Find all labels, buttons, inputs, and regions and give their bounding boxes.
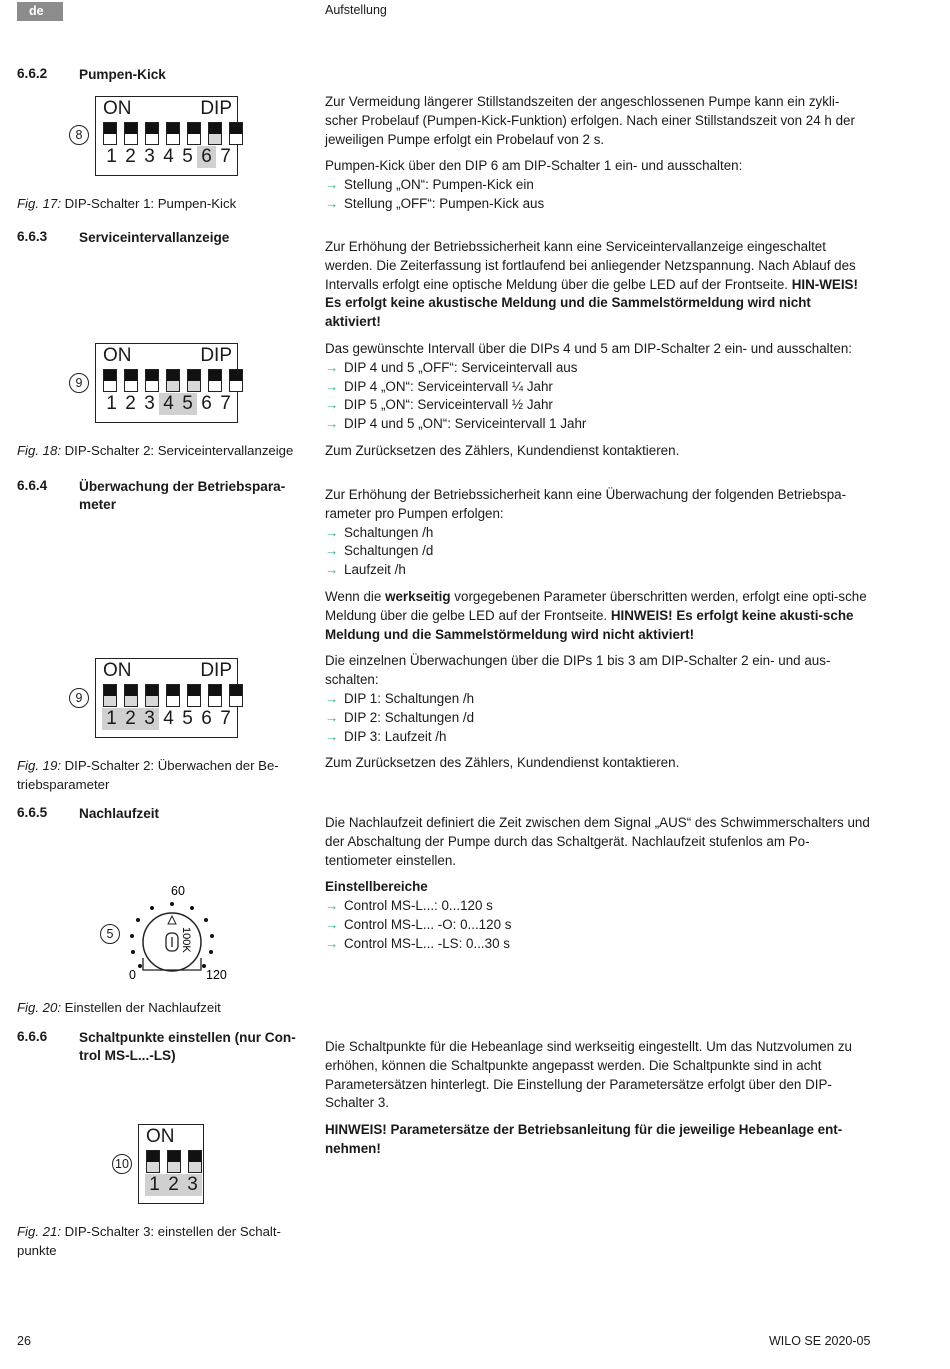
dip-switch-knob bbox=[167, 123, 179, 134]
arrow-icon: → bbox=[325, 397, 339, 413]
section-body bbox=[325, 93, 870, 222]
paragraph-text: Zur Erhöhung der Betriebssicherheit kann eine Serviceintervallanzeige eingeschaltet werden. Die Zeiterfassung ist fortlaufend bei anliegender Netzspannung. Nach Ablauf des Intervalls erfolgt eine optische Meldung über die gelbe LED auf der Frontseite. bbox=[325, 239, 856, 292]
dip-number: 3 bbox=[183, 1174, 202, 1196]
dip-switch-toggle bbox=[145, 122, 159, 145]
list-item-text: Stellung „OFF“: Pumpen-Kick aus bbox=[344, 195, 545, 211]
dial-label-max: 120 bbox=[206, 968, 227, 982]
paragraph: Die Schaltpunkte für die Hebeanlage sind werkseitig eingestellt. Um das Nutzvolumen zu erhöhen, können die Schaltpunkte angepasst werden. Die Schaltpunkte sind in acht Parametersätzen hinterlegt. Die Einstellung der Parametersätze erfolgt über den DIP-Schalter 3. bbox=[325, 1039, 852, 1111]
paragraph bbox=[325, 588, 870, 644]
caption-text: Einstellen der Nachlaufzeit bbox=[64, 1000, 221, 1015]
figure-caption bbox=[17, 441, 293, 460]
dip-switch-knob bbox=[188, 123, 200, 134]
arrow-icon: → bbox=[325, 543, 339, 559]
dip-number-row bbox=[102, 146, 235, 168]
list-item bbox=[325, 561, 870, 580]
arrow-icon: → bbox=[325, 916, 339, 932]
list-item bbox=[325, 897, 870, 916]
arrow-icon: → bbox=[325, 728, 339, 744]
dip-switch-toggle bbox=[124, 369, 138, 392]
section-title: Schaltpunkte einstellen (nur Con-trol MS-L...-LS) bbox=[79, 1030, 296, 1063]
caption-label: Fig. 17: bbox=[17, 196, 61, 211]
dip-number: 2 bbox=[125, 393, 136, 414]
caption-label: Fig. 18: bbox=[17, 443, 61, 458]
section-number: 6.6.6 bbox=[17, 1029, 48, 1044]
list-item-text: Stellung „ON“: Pumpen-Kick ein bbox=[344, 177, 534, 193]
paragraph-text: Zur Erhöhung der Betriebssicherheit kann eine Überwachung der folgenden Betriebspa-rameter pro Pumpen erfolgen: bbox=[325, 487, 847, 521]
dip-label: DIP bbox=[200, 345, 232, 366]
dip-switch-knob bbox=[146, 685, 158, 696]
dip-switch-row bbox=[103, 684, 250, 707]
dip-switch-2 bbox=[95, 343, 238, 423]
dip-switch-toggle bbox=[208, 369, 222, 392]
list-item bbox=[325, 359, 870, 378]
subheading: Einstellbereiche bbox=[325, 879, 428, 895]
dip-switch-knob bbox=[167, 685, 179, 696]
dip-switch-knob bbox=[104, 123, 116, 134]
paragraph: Die Nachlaufzeit definiert die Zeit zwischen dem Signal „AUS“ des Schwimmerschalters und der Abschaltung der Pumpe durch das Schaltgerät. Nachlaufzeit stufenlos am Po-tentiometer einstellen. bbox=[325, 815, 870, 868]
caption-label: Fig. 21: bbox=[17, 1224, 61, 1239]
dip-switch-knob bbox=[209, 685, 221, 696]
dip-switch-toggle bbox=[229, 122, 243, 145]
dip-switch-row bbox=[103, 122, 250, 145]
dip-number: 1 bbox=[106, 146, 117, 167]
paragraph-text: vorgegebenen Parameter überschritten werden, erfolgt eine opti-sche Meldung über die gelbe LED auf der Frontseite. bbox=[325, 588, 867, 623]
dip-label: DIP bbox=[200, 98, 232, 119]
dip-switch-knob bbox=[146, 370, 158, 381]
figure-caption bbox=[17, 756, 302, 794]
dip-switch-knob bbox=[104, 370, 116, 381]
list-item bbox=[325, 935, 870, 954]
dip-switch-knob bbox=[230, 370, 242, 381]
arrow-icon: → bbox=[325, 935, 339, 951]
paragraph bbox=[325, 486, 870, 580]
dip-switch-toggle bbox=[103, 369, 117, 392]
list-item-text: DIP 4 und 5 „OFF“: Serviceintervall aus bbox=[344, 359, 578, 375]
dip-switch-knob bbox=[146, 123, 158, 134]
dip-switch-toggle bbox=[229, 369, 243, 392]
dip-switch-toggle bbox=[103, 122, 117, 145]
list-item-text: DIP 2: Schaltungen /d bbox=[344, 709, 475, 725]
list-item-text: DIP 5 „ON“: Serviceintervall ½ Jahr bbox=[344, 397, 553, 413]
paragraph-text: Die einzelnen Überwachungen über die DIPs 1 bis 3 am DIP-Schalter 2 ein- und aus-schalten: bbox=[325, 653, 831, 688]
dip-switch-1 bbox=[95, 96, 238, 176]
list-item bbox=[325, 916, 870, 935]
dip-number-row bbox=[145, 1174, 202, 1196]
dip-number: 1 bbox=[102, 708, 121, 730]
list-item-text: Control MS-L... -O: 0...120 s bbox=[344, 916, 512, 932]
list-item-text: Schaltungen /h bbox=[344, 524, 434, 540]
dip-switch-toggle bbox=[124, 122, 138, 145]
arrow-icon: → bbox=[325, 709, 339, 725]
figure-caption bbox=[17, 1222, 302, 1260]
caption-label: Fig. 19: bbox=[17, 758, 61, 773]
dip-switch-knob bbox=[209, 370, 221, 381]
dip-label: DIP bbox=[200, 660, 232, 681]
arrow-icon: → bbox=[325, 690, 339, 706]
paragraph: Zum Zurücksetzen des Zählers, Kundendienst kontaktieren. bbox=[325, 755, 680, 771]
dip-number: 2 bbox=[121, 708, 140, 730]
list-item bbox=[325, 728, 870, 747]
section-number: 6.6.2 bbox=[17, 66, 48, 81]
arrow-icon: → bbox=[325, 562, 339, 578]
arrow-icon: → bbox=[325, 177, 339, 193]
page-number: 26 bbox=[17, 1334, 31, 1348]
dip-switch-2-monitoring bbox=[95, 658, 238, 738]
language-tab: de bbox=[17, 2, 63, 21]
dip-switch-toggle bbox=[146, 1150, 160, 1173]
arrow-icon: → bbox=[325, 195, 339, 211]
section-number: 6.6.3 bbox=[17, 229, 48, 244]
list-item-text: Laufzeit /h bbox=[344, 562, 406, 578]
dip-switch-knob bbox=[147, 1151, 159, 1162]
footer-brand: WILO SE 2020-05 bbox=[769, 1334, 871, 1348]
dip-switch-knob bbox=[168, 1151, 180, 1162]
list-item bbox=[325, 396, 870, 415]
notice-text: HIN-WEIS! Es erfolgt keine akustische Meldung und die Sammelstörmeldung wird nicht aktiviert! bbox=[325, 276, 858, 330]
dial-resistor-label: 100K bbox=[180, 927, 192, 953]
list-item-text: DIP 4 „ON“: Serviceintervall ¼ Jahr bbox=[344, 378, 553, 394]
caption-text: DIP-Schalter 1: Pumpen-Kick bbox=[64, 196, 237, 211]
section-title: Überwachung der Betriebspara-meter bbox=[79, 479, 286, 512]
dip-switch-row bbox=[146, 1150, 209, 1173]
dip-switch-knob bbox=[209, 123, 221, 134]
section-title: Serviceintervallanzeige bbox=[79, 230, 230, 245]
list-item bbox=[325, 378, 870, 397]
notice-text: HINWEIS! Parametersätze der Betriebsanleitung für die jeweilige Hebeanlage ent-nehmen! bbox=[325, 1122, 843, 1156]
dip-switch-knob bbox=[188, 685, 200, 696]
dip-number: 6 bbox=[201, 708, 212, 729]
dip-switch-toggle bbox=[187, 369, 201, 392]
arrow-icon: → bbox=[325, 524, 339, 540]
list-item bbox=[325, 195, 870, 214]
list-item-text: Schaltungen /d bbox=[344, 543, 434, 559]
caption-text: DIP-Schalter 3: einstellen der Schalt-punkte bbox=[17, 1224, 281, 1258]
dip-switch-toggle bbox=[124, 684, 138, 707]
dip-number: 7 bbox=[220, 146, 231, 167]
arrow-icon: → bbox=[325, 378, 339, 394]
paragraph bbox=[325, 157, 870, 213]
paragraph bbox=[325, 652, 870, 746]
section-body bbox=[325, 814, 870, 962]
dip-switch-toggle bbox=[167, 1150, 181, 1173]
dip-number: 3 bbox=[144, 146, 155, 167]
dip-switch-knob bbox=[125, 123, 137, 134]
emphasis-text: werkseitig bbox=[385, 588, 451, 604]
dip-number: 5 bbox=[182, 708, 193, 729]
dip-number: 4 bbox=[163, 708, 174, 729]
figure-badge: 10 bbox=[112, 1154, 132, 1174]
paragraph bbox=[325, 238, 870, 332]
list-item-text: DIP 3: Laufzeit /h bbox=[344, 728, 447, 744]
dip-number-row bbox=[102, 708, 235, 730]
dip-switch-toggle bbox=[187, 684, 201, 707]
dial-label-top: 60 bbox=[171, 884, 185, 898]
section-number: 6.6.5 bbox=[17, 805, 48, 820]
dip-switch-toggle bbox=[166, 369, 180, 392]
notice-text: HINWEIS! Es erfolgt keine akusti-sche Meldung und die Sammelstörmeldung wird nicht aktiviert! bbox=[325, 607, 854, 642]
dip-switch-toggle bbox=[166, 684, 180, 707]
dip-switch-toggle bbox=[145, 369, 159, 392]
caption-text: DIP-Schalter 2: Serviceintervallanzeige bbox=[64, 443, 294, 458]
figure-badge: 5 bbox=[100, 924, 120, 944]
figure-badge: 8 bbox=[69, 125, 89, 145]
dip-switch-toggle bbox=[208, 684, 222, 707]
list-item bbox=[325, 176, 870, 195]
running-header: Aufstellung bbox=[325, 3, 387, 17]
list-item-text: DIP 4 und 5 „ON“: Serviceintervall 1 Jahr bbox=[344, 416, 587, 432]
dip-on-label: ON bbox=[103, 345, 132, 366]
figure-caption bbox=[17, 194, 236, 213]
paragraph bbox=[325, 1121, 870, 1159]
dip-switch-knob bbox=[189, 1151, 201, 1162]
list-item bbox=[325, 415, 870, 434]
dip-switch-toggle bbox=[145, 684, 159, 707]
dip-number: 4 bbox=[163, 146, 174, 167]
potentiometer-dial bbox=[120, 880, 235, 985]
dip-number: 3 bbox=[140, 708, 159, 730]
dip-switch-toggle bbox=[103, 684, 117, 707]
figure-badge: 9 bbox=[69, 688, 89, 708]
paragraph: Zur Vermeidung längerer Stillstandszeiten der angeschlossenen Pumpe kann ein zykli-scher Probelauf (Pumpen-Kick-Funktion) erfolgen. Nach einer Stillstandszeit von 24 h der jeweiligen Pumpe erfolgt ein Probelauf von 2 s. bbox=[325, 94, 855, 147]
figure-caption bbox=[17, 998, 221, 1017]
paragraph: Zum Zurücksetzen des Zählers, Kundendienst kontaktieren. bbox=[325, 442, 680, 458]
dip-number-row bbox=[102, 393, 235, 415]
dip-switch-toggle bbox=[166, 122, 180, 145]
section-body bbox=[325, 486, 870, 781]
dip-number: 6 bbox=[201, 393, 212, 414]
dip-switch-knob bbox=[125, 370, 137, 381]
paragraph-text: Wenn die bbox=[325, 588, 382, 604]
dip-switch-knob bbox=[230, 123, 242, 134]
paragraph-text: Pumpen-Kick über den DIP 6 am DIP-Schalter 1 ein- und ausschalten: bbox=[325, 158, 743, 174]
dip-switch-toggle bbox=[188, 1150, 202, 1173]
list-item bbox=[325, 690, 870, 709]
dip-switch-toggle bbox=[208, 122, 222, 145]
dip-switch-toggle bbox=[187, 122, 201, 145]
dip-number: 5 bbox=[182, 146, 193, 167]
dip-number: 1 bbox=[106, 393, 117, 414]
dip-switch-knob bbox=[188, 370, 200, 381]
list-item bbox=[325, 524, 870, 543]
dip-on-label: ON bbox=[103, 660, 132, 681]
dip-number: 1 bbox=[145, 1174, 164, 1196]
caption-text: DIP-Schalter 2: Überwachen der Be-triebsparameter bbox=[17, 758, 279, 792]
dip-switch-toggle bbox=[229, 684, 243, 707]
dip-number: 6 bbox=[197, 146, 216, 168]
section-number: 6.6.4 bbox=[17, 478, 48, 493]
dip-switch-knob bbox=[167, 370, 179, 381]
arrow-icon: → bbox=[325, 416, 339, 432]
caption-label: Fig. 20: bbox=[17, 1000, 61, 1015]
dip-number: 3 bbox=[144, 393, 155, 414]
figure-badge: 9 bbox=[69, 373, 89, 393]
paragraph bbox=[325, 878, 870, 953]
section-title: Nachlaufzeit bbox=[79, 806, 160, 821]
dial-label-min: 0 bbox=[129, 968, 136, 982]
dip-number: 7 bbox=[220, 708, 231, 729]
arrow-icon: → bbox=[325, 359, 339, 375]
dip-number: 5 bbox=[178, 393, 197, 415]
list-item bbox=[325, 542, 870, 561]
list-item bbox=[325, 709, 870, 728]
paragraph-text: Das gewünschte Intervall über die DIPs 4 und 5 am DIP-Schalter 2 ein- und ausschalten: bbox=[325, 340, 852, 356]
dip-number: 7 bbox=[220, 393, 231, 414]
dip-switch-knob bbox=[230, 685, 242, 696]
arrow-icon: → bbox=[325, 898, 339, 914]
dip-switch-knob bbox=[125, 685, 137, 696]
section-body bbox=[325, 1038, 870, 1167]
dip-switch-3 bbox=[138, 1124, 204, 1204]
list-item-text: DIP 1: Schaltungen /h bbox=[344, 690, 475, 706]
section-body bbox=[325, 238, 870, 469]
dip-number: 2 bbox=[164, 1174, 183, 1196]
dip-number: 2 bbox=[125, 146, 136, 167]
list-item-text: Control MS-L...: 0...120 s bbox=[344, 898, 493, 914]
dip-on-label: ON bbox=[146, 1126, 175, 1147]
dip-on-label: ON bbox=[103, 98, 132, 119]
section-title: Pumpen-Kick bbox=[79, 67, 166, 82]
paragraph bbox=[325, 340, 870, 434]
dip-number: 4 bbox=[159, 393, 178, 415]
dip-switch-row bbox=[103, 369, 250, 392]
list-item-text: Control MS-L... -LS: 0...30 s bbox=[344, 935, 510, 951]
dip-switch-knob bbox=[104, 685, 116, 696]
